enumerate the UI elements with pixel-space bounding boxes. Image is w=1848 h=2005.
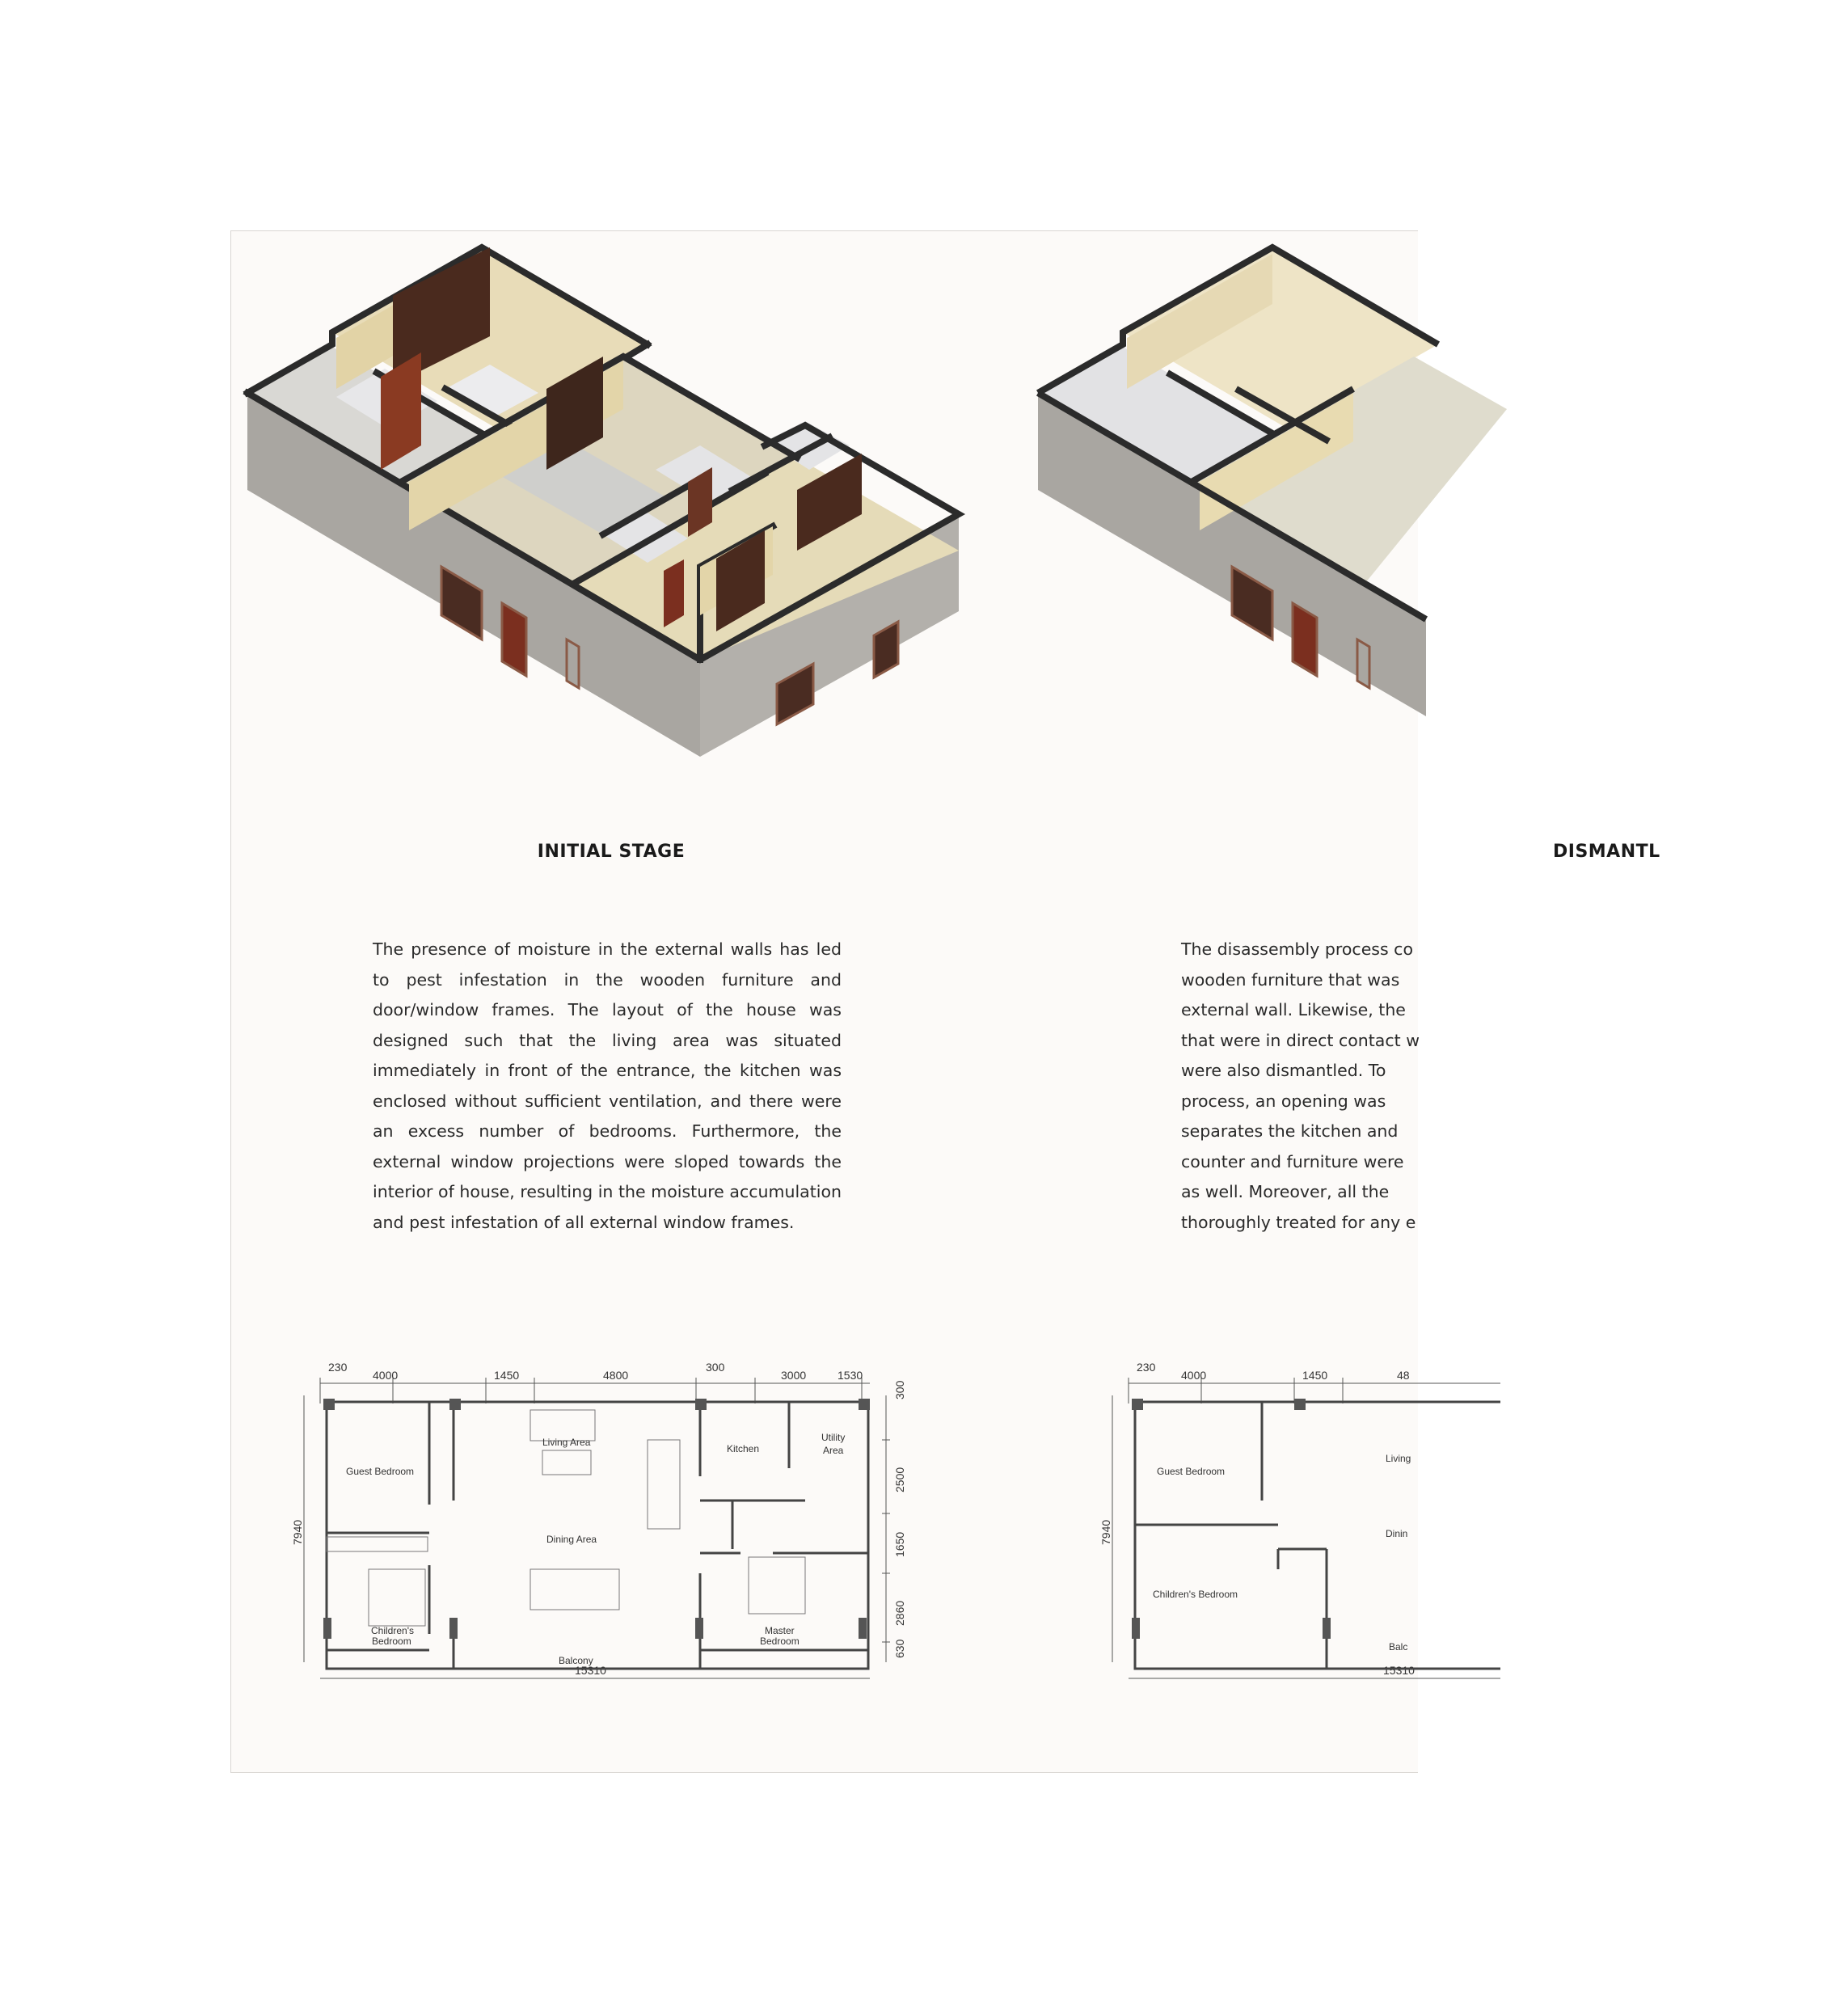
presentation-board — [230, 230, 1660, 1773]
room-balcony-cropped: Balc — [1389, 1641, 1408, 1653]
description-line: that were in direct contact w — [1181, 1030, 1420, 1050]
room-children-line1: Children's — [371, 1625, 414, 1636]
initial-stage-title: INITIAL STAGE — [537, 842, 686, 862]
dim-1530: 1530 — [838, 1369, 863, 1382]
initial-stage-description: The presence of moisture in the external walls has led to pest infestation in the wooden furniture and door/window frames. The layout of the house was designed such that the living area was situated immediately in front of the entrance, the kitchen was enclosed without sufficient ventilation, and there were an excess number of bedrooms. Furthermore, the external window projections were sloped towards the interior of house, resulting in the moisture accumulation and pest infestation of all external window frames. — [373, 939, 842, 1232]
dim-1650: 1650 — [893, 1531, 906, 1557]
room-master-line1: Master — [765, 1625, 795, 1636]
room-kitchen: Kitchen — [727, 1443, 760, 1454]
room-guest-bedroom: Guest Bedroom — [346, 1466, 415, 1477]
dismantle-floor-plan — [1096, 1355, 1735, 1695]
description-line: were also dismantled. To — [1181, 1061, 1386, 1080]
dim-4000: 4000 — [1181, 1369, 1207, 1382]
description-line: as well. Moreover, all the — [1181, 1182, 1390, 1201]
dismantle-stage-title: DISMANTL — [1553, 842, 1660, 862]
room-living-cropped: Living — [1386, 1453, 1411, 1464]
room-children-line2: Bedroom — [372, 1636, 411, 1647]
dim-15310: 15310 — [1383, 1664, 1415, 1677]
plan-walls — [1135, 1402, 1500, 1669]
dim-2500: 2500 — [893, 1467, 906, 1492]
dismantle-stage-panel — [1040, 231, 1848, 1774]
dismantle-stage-description — [1181, 935, 1420, 1238]
room-dining-cropped: Dinin — [1386, 1528, 1408, 1539]
dim-4000: 4000 — [373, 1369, 399, 1382]
dim-2860: 2860 — [893, 1600, 906, 1626]
description-line: external wall. Likewise, the — [1181, 1000, 1406, 1019]
dim-230: 230 — [1137, 1361, 1156, 1374]
room-utility-line1: Utility — [821, 1432, 846, 1443]
description-line: separates the kitchen and — [1181, 1121, 1399, 1141]
dim-3000: 3000 — [781, 1369, 807, 1382]
description-line: wooden furniture that was — [1181, 969, 1400, 990]
dim-15310: 15310 — [575, 1664, 606, 1677]
description-line: The disassembly process co — [1181, 939, 1413, 959]
description-line: process, an opening was — [1181, 1091, 1386, 1111]
initial-floor-plan — [288, 1355, 926, 1695]
dim-630: 630 — [893, 1639, 906, 1658]
dim-300: 300 — [706, 1361, 725, 1374]
dismantle-isometric-drawing — [1038, 247, 1766, 781]
initial-stage-panel — [231, 231, 1040, 1774]
room-balcony: Balcony — [559, 1655, 593, 1666]
dim-7940: 7940 — [1099, 1519, 1112, 1545]
dim-4800: 4800 — [603, 1369, 629, 1382]
dim-1450: 1450 — [1302, 1369, 1328, 1382]
dim-4800-cropped: 48 — [1397, 1369, 1410, 1382]
room-guest-bedroom: Guest Bedroom — [1157, 1466, 1226, 1477]
description-line: thoroughly treated for any e — [1181, 1212, 1416, 1232]
description-line: counter and furniture were — [1181, 1151, 1404, 1171]
room-dining-area: Dining Area — [546, 1534, 597, 1545]
room-living-area: Living Area — [542, 1437, 591, 1448]
dimension-lines — [1112, 1378, 1500, 1678]
dim-7940: 7940 — [291, 1519, 304, 1545]
initial-isometric-drawing — [247, 247, 975, 781]
room-utility-line2: Area — [823, 1445, 844, 1456]
room-master-line2: Bedroom — [760, 1636, 800, 1647]
dim-1450: 1450 — [494, 1369, 520, 1382]
room-childrens-bedroom: Children's Bedroom — [1153, 1589, 1238, 1600]
dim-230: 230 — [328, 1361, 348, 1374]
plan-columns — [1132, 1399, 1331, 1639]
dim-300-right: 300 — [893, 1380, 906, 1399]
